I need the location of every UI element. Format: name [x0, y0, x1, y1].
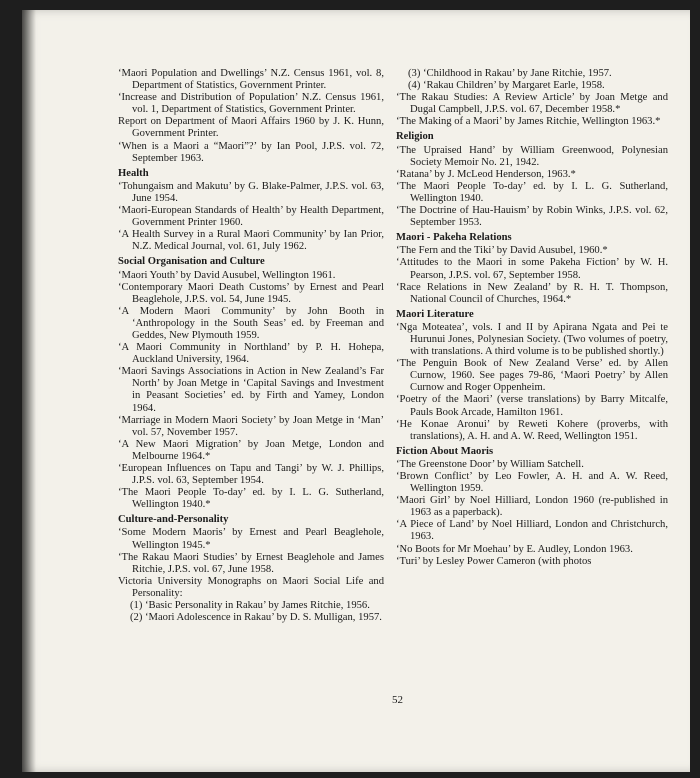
- section-heading: Health: [118, 167, 149, 179]
- bibliography-entry: ‘The Greenstone Door’ by William Satchell.: [396, 458, 584, 470]
- bibliography-entry: ‘Maori Girl’ by Noel Hilliard, London 1960 (re-published in 1963 as a paperback).: [396, 495, 668, 519]
- bibliography-entry: ‘Attitudes to the Maori in some Pakeha Fiction’ by W. H. Pearson, J.P.S. vol. 67, September 1958.: [396, 257, 668, 281]
- bibliography-entry: ‘The Maori People To-day’ ed. by I. L. G. Sutherland, Wellington 1940.*: [118, 487, 384, 511]
- bibliography-entry: ‘A Maori Community in Northland’ by P. H. Hohepa, Auckland University, 1964.: [118, 342, 384, 366]
- section-heading: Fiction About Maoris: [396, 445, 494, 457]
- bibliography-entry: ‘The Doctrine of Hau-Hauism’ by Robin Winks, J.P.S. vol. 62, September 1953.: [396, 205, 668, 229]
- bibliography-entry: ‘Nga Moteatea’, vols. I and II by Apirana Ngata and Pei te Hurunui Jones, Polynesian Society. (Two volumes of poetry, with translations. A third volume is to be published shortly.): [396, 321, 668, 358]
- bibliography-entry: ‘A New Maori Migration’ by Joan Metge, London and Melbourne 1964.*: [118, 438, 384, 462]
- bibliography-entry: ‘Tohungaism and Makutu’ by G. Blake-Palmer, J.P.S. vol. 63, June 1954.: [118, 180, 384, 204]
- page-binding-shadow: [22, 10, 36, 772]
- bibliography-entry: ‘The Making of a Maori’ by James Ritchie, Wellington 1963.*: [396, 116, 661, 128]
- bibliography-entry: ‘Maori Youth’ by David Ausubel, Wellington 1961.: [118, 269, 336, 281]
- right-column: [396, 68, 668, 568]
- bibliography-subentry: (2) ‘Maori Adolescence in Rakau’ by D. S. Mulligan, 1957.: [130, 612, 382, 624]
- page-number: 52: [392, 694, 403, 706]
- bibliography-entry: ‘Race Relations in New Zealand’ by R. H. T. Thompson, National Council of Churches, 1964.*: [396, 281, 668, 305]
- bibliography-entry: ‘Contemporary Maori Death Customs’ by Ernest and Pearl Beaglehole, J.P.S. vol. 54, June 1945.: [118, 281, 384, 305]
- bibliography-subentry: (4) ‘Rakau Children’ by Margaret Earle, 1958.: [408, 80, 605, 92]
- section-heading: Religion: [396, 131, 434, 143]
- bibliography-entry: ‘Brown Conflict’ by Leo Fowler, A. H. and A. W. Reed, Wellington 1959.: [396, 471, 668, 495]
- bibliography-entry: ‘European Influences on Tapu and Tangi’ by W. J. Phillips, J.P.S. vol. 63, September 1954.: [118, 463, 384, 487]
- bibliography-entry: ‘Maori-European Standards of Health’ by Health Department, Government Printer 1960.: [118, 205, 384, 229]
- bibliography-entry: Victoria University Monographs on Maori Social Life and Personality:: [118, 575, 384, 599]
- bibliography-subentry: (1) ‘Basic Personality in Rakau’ by James Ritchie, 1956.: [130, 600, 370, 612]
- bibliography-entry: ‘The Fern and the Tiki’ by David Ausubel, 1960.*: [396, 245, 608, 257]
- bibliography-entry: ‘Maori Population and Dwellings’ N.Z. Census 1961, vol. 8, Department of Statistics, Government Printer.: [118, 68, 384, 92]
- bibliography-entry: ‘Turi’ by Lesley Power Cameron (with photos: [396, 555, 592, 567]
- bibliography-entry: ‘Poetry of the Maori’ (verse translations) by Barry Mitcalfe, Pauls Book Arcade, Hamilton 1961.: [396, 394, 668, 418]
- section-heading: Culture-and-Personality: [118, 514, 229, 526]
- bibliography-entry: ‘The Rakau Studies: A Review Article’ by Joan Metge and Dugal Campbell, J.P.S. vol. 67, December 1958.*: [396, 92, 668, 116]
- bibliography-entry: ‘The Rakau Maori Studies’ by Ernest Beaglehole and James Ritchie, J.P.S. vol. 67, June 1958.: [118, 551, 384, 575]
- bibliography-entry: ‘A Piece of Land’ by Noel Hilliard, London and Christchurch, 1963.: [396, 519, 668, 543]
- section-heading: Social Organisation and Culture: [118, 256, 265, 268]
- bibliography-entry: ‘Some Modern Maoris’ by Ernest and Pearl Beaglehole, Wellington 1945.*: [118, 527, 384, 551]
- left-column: [118, 68, 384, 624]
- bibliography-entry: ‘When is a Maori a “Maori”?’ by Ian Pool, J.P.S. vol. 72, September 1963.: [118, 140, 384, 164]
- bibliography-entry: ‘The Penguin Book of New Zealand Verse’ ed. by Allen Curnow, 1960. See pages 79-86, ‘Maori Poetry’ by Allen Curnow and Roger Oppenheim.: [396, 358, 668, 394]
- bibliography-entry: ‘Marriage in Modern Maori Society’ by Joan Metge in ‘Man’ vol. 57, November 1957.: [118, 414, 384, 438]
- bibliography-entry: ‘Ratana’ by J. McLeod Henderson, 1963.*: [396, 168, 576, 180]
- bibliography-entry: ‘A Modern Maori Community’ by John Booth in ‘Anthropology in the South Seas’ ed. by Freeman and Geddes, New Plymouth 1959.: [118, 305, 384, 341]
- section-heading: Maori Literature: [396, 308, 474, 320]
- bibliography-entry: ‘No Boots for Mr Moehau’ by E. Audley, London 1963.: [396, 543, 633, 555]
- bibliography-entry: Report on Department of Maori Affairs 1960 by J. K. Hunn, Government Printer.: [118, 116, 384, 140]
- bibliography-subentry: (3) ‘Childhood in Rakau’ by Jane Ritchie, 1957.: [408, 68, 612, 79]
- bibliography-entry: ‘The Upraised Hand’ by William Greenwood, Polynesian Society Memoir No. 21, 1942.: [396, 144, 668, 168]
- section-heading: Maori - Pakeha Relations: [396, 232, 512, 244]
- bibliography-entry: ‘A Health Survey in a Rural Maori Community’ by Ian Prior, N.Z. Medical Journal, vol. 61, July 1962.: [118, 229, 384, 253]
- bibliography-entry: ‘The Maori People To-day’ ed. by I. L. G. Sutherland, Wellington 1940.: [396, 180, 668, 204]
- bibliography-entry: ‘Maori Savings Associations in Action in New Zealand’s Far North’ by Joan Metge in ‘Capital Savings and Investment in Peasant Societies’ ed. by Firth and Yamey, London 1964.: [118, 366, 384, 414]
- bibliography-entry: ‘Increase and Distribution of Population’ N.Z. Census 1961, vol. 1, Department of Statistics, Government Printer.: [118, 92, 384, 116]
- bibliography-entry: ‘He Konae Aronui’ by Reweti Kohere (proverbs, with translations), A. H. and A. W. Reed, Wellington 1951.: [396, 418, 668, 442]
